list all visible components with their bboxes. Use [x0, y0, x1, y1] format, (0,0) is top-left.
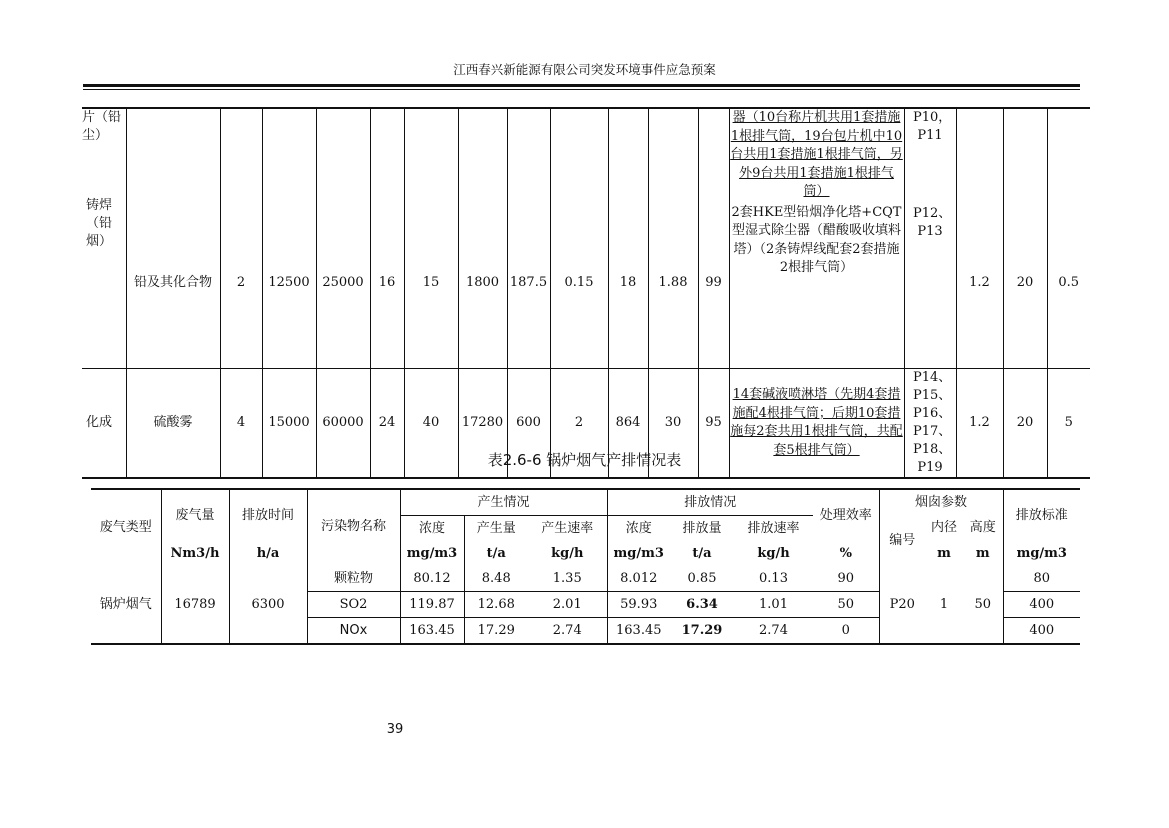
header-cell: 编号	[879, 516, 925, 567]
value-cell: 8.012	[607, 566, 670, 592]
process-cell	[82, 108, 126, 369]
unit-cell: h/a	[229, 541, 307, 566]
value-cell: 80	[1003, 566, 1080, 592]
value-cell: 99	[698, 108, 729, 369]
page-header: 江西春兴新能源有限公司突发环境事件应急预案	[453, 62, 716, 77]
value-cell: 187.5	[507, 108, 550, 369]
measure-text-bottom: 2套HKE型铅烟净化塔+CQT型湿式除尘器（醋酸吸收填料塔）（2条铸焊线配套2套措施2根排气筒）	[731, 204, 902, 275]
value-cell: 119.87	[400, 592, 464, 618]
unit-cell: mg/m3	[400, 541, 464, 566]
header-cell: 内径	[931, 520, 958, 536]
value-cell: 17280	[458, 369, 507, 479]
value-cell: 50	[813, 592, 879, 618]
page-number: 39	[386, 722, 404, 737]
value-cell: 17.29	[670, 618, 734, 645]
value-cell: 0.13	[759, 570, 788, 586]
value-cell: 25000	[316, 108, 370, 369]
value-cell: 20	[1003, 369, 1047, 479]
header-cell: 排放时间	[229, 489, 307, 541]
unit-cell: %	[839, 545, 852, 561]
header-cell: 排放速率	[734, 516, 813, 542]
value-cell: 16	[370, 108, 404, 369]
header-cell: 污染物名称	[307, 489, 400, 566]
header-cell: 浓度	[400, 516, 464, 542]
unit-cell: m	[937, 545, 951, 561]
header-cell: 产生速率	[528, 516, 607, 542]
value-cell: 864	[608, 369, 648, 479]
table-row	[91, 566, 1080, 592]
ports-list: P14、P15、P16、P17、P18、P19	[913, 370, 952, 475]
value-cell: 1.2	[956, 108, 1003, 369]
unit-cell: Nm3/h	[161, 541, 229, 566]
pollutant-cell: 铅及其化合物	[126, 108, 220, 369]
header-rule-thin	[83, 89, 1080, 90]
stack-diameter: 1	[939, 596, 949, 612]
boiler-flue-gas-table	[91, 488, 1080, 645]
value-cell: 30	[648, 369, 698, 479]
pollutant-name: SO2	[307, 592, 400, 618]
unit-cell: t/a	[464, 541, 528, 566]
unit-cell: m	[975, 545, 990, 561]
value-cell: 20	[1003, 108, 1047, 369]
emission-table-continued	[82, 107, 1090, 479]
table-caption: 表2.6-6 锅炉烟气产排情况表	[487, 451, 682, 469]
unit-cell: mg/m3	[607, 541, 670, 566]
time-cell: 6300	[229, 566, 307, 644]
value-cell: 0.15	[550, 108, 608, 369]
ports-bottom: P12、P13	[913, 206, 952, 239]
value-cell: 163.45	[400, 618, 464, 645]
volume-cell: 16789	[161, 566, 229, 644]
stack-height: 50	[974, 596, 992, 612]
value-cell: 18	[608, 108, 648, 369]
ports-cell	[904, 108, 956, 369]
header-cell: 废气类型	[99, 520, 152, 535]
value-cell: 2.01	[528, 592, 607, 618]
header-rule-thick	[83, 84, 1080, 87]
header-cell: 排放情况	[607, 489, 813, 516]
header-cell: 排放量	[670, 516, 734, 542]
table-row	[82, 108, 1090, 369]
measure-text-top: 器（10台称片机共用1套措施1根排气筒，19台包片机中10台共用1套措施1根排气筒，另外9台共用1套措施1根排气筒）	[730, 110, 903, 199]
value-cell: 15	[404, 108, 458, 369]
value-cell: 2.74	[734, 618, 813, 645]
value-cell: 1.01	[734, 592, 813, 618]
value-cell: 0.85	[687, 570, 717, 586]
value-cell: 600	[507, 369, 550, 479]
table-header-row	[91, 489, 1080, 516]
measure-cell	[729, 108, 904, 369]
header-cell: 浓度	[607, 516, 670, 542]
value-cell: 60000	[316, 369, 370, 479]
header-cell: 排放标准	[1003, 489, 1080, 541]
value-cell: 1.2	[956, 369, 1003, 479]
value-cell: 80.12	[400, 566, 464, 592]
stack-no: P20	[879, 566, 925, 644]
value-cell: 90	[837, 570, 855, 586]
value-cell: 40	[404, 369, 458, 479]
value-cell: 1.35	[552, 570, 582, 586]
unit-cell: kg/h	[757, 545, 790, 561]
process-cell-bottom: 铸焊（铅烟）	[86, 198, 113, 249]
value-cell: 0.5	[1047, 108, 1090, 369]
value-cell: 12.68	[464, 592, 528, 618]
unit-cell: mg/m3	[1003, 541, 1080, 566]
pollutant-cell: 硫酸雾	[126, 369, 220, 479]
header-cell: 处理效率	[819, 507, 872, 523]
value-cell: 4	[220, 369, 262, 479]
value-cell: 2	[220, 108, 262, 369]
value-cell: 163.45	[607, 618, 670, 645]
value-cell: 15000	[262, 369, 316, 479]
pollutant-name: NOx	[307, 618, 400, 645]
type-cell: 锅炉烟气	[99, 596, 152, 612]
table-unit-row	[91, 541, 1080, 566]
header-cell: 产生情况	[400, 489, 607, 516]
header-cell: 高度	[969, 520, 996, 536]
header-cell: 烟囱参数	[879, 489, 1003, 516]
value-cell: 6.34	[670, 592, 734, 618]
process-cell-top: 片（铅尘）	[82, 110, 122, 143]
value-cell: 24	[370, 369, 404, 479]
value-cell: 0	[813, 618, 879, 645]
value-cell: 2.74	[528, 618, 607, 645]
unit-cell: t/a	[692, 545, 712, 561]
unit-cell: kg/h	[551, 545, 584, 561]
header-cell: 产生量	[464, 516, 528, 542]
header-cell: 废气量	[161, 489, 229, 541]
pollutant-name: 颗粒物	[307, 566, 400, 592]
value-cell: 400	[1003, 592, 1080, 618]
value-cell: 1.88	[648, 108, 698, 369]
ports-top: P10，P11	[913, 110, 952, 143]
value-cell: 12500	[262, 108, 316, 369]
value-cell: 1800	[458, 108, 507, 369]
process-cell: 化成	[82, 369, 126, 479]
value-cell: 17.29	[464, 618, 528, 645]
value-cell: 2	[550, 369, 608, 479]
value-cell: 5	[1047, 369, 1090, 479]
measure-text: 14套碱液喷淋塔（先期4套措施配4根排气筒；后期10套措施每2套共用1根排气筒，共配套5根排气筒）	[730, 387, 903, 458]
value-cell: 59.93	[607, 592, 670, 618]
value-cell: 95	[698, 369, 729, 479]
value-cell: 8.48	[464, 566, 528, 592]
value-cell: 400	[1003, 618, 1080, 645]
